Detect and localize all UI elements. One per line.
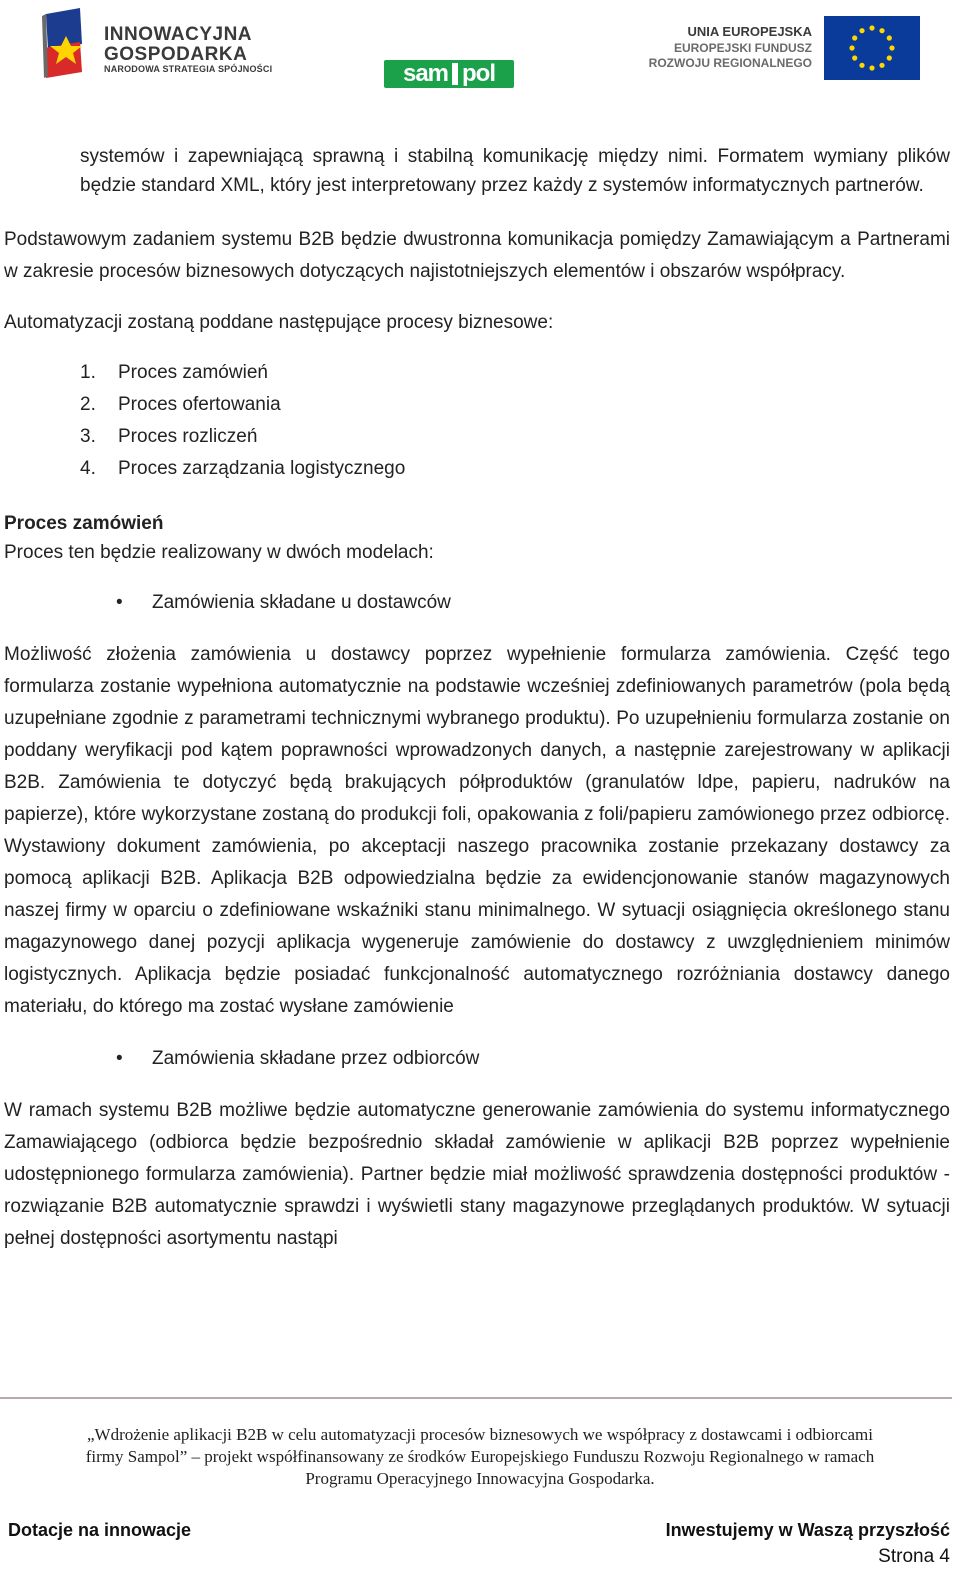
footer-note-line3: Programu Operacyjnego Innowacyjna Gospodarka. <box>305 1469 655 1488</box>
list-item <box>80 453 950 485</box>
document-body <box>4 142 950 1255</box>
bullet-item-text: Zamówienia składane u dostawców <box>152 592 451 613</box>
sampol-logo <box>384 60 514 88</box>
list-item <box>80 389 950 421</box>
paragraph-processes-intro: Automatyzacji zostaną poddane następujące procesy biznesowe: <box>4 312 554 333</box>
footer-right-slogan: Inwestujemy w Waszą przyszłość <box>665 1520 950 1540</box>
list-item-text: Proces ofertowania <box>118 394 281 415</box>
process-list <box>4 357 950 485</box>
list-item-text: Proces zarządzania logistycznego <box>118 458 406 479</box>
footer-project-note <box>10 1424 950 1490</box>
bullet-item-customers <box>4 1043 950 1075</box>
logo-text-line2: GOSPODARKA <box>104 44 248 65</box>
list-item-number: 3. <box>80 426 96 447</box>
footer-left-slogan: Dotacje na innowacje <box>8 1520 192 1540</box>
list-item-text: Proces zamówień <box>118 362 268 383</box>
eu-logo-line1: UNIA EUROPEJSKA <box>687 24 812 39</box>
sampol-logo-separator <box>452 63 458 85</box>
paragraph-supplier-orders: Możliwość złożenia zamówienia u dostawcy poprzez wypełnienie formularza zamówienia. Część tego formularza zostanie wypełniona automatycznie na podstawie wcześniej zdefiniowanych parametrów (pola będą uzupełniane zgodnie z parametrami technicznymi wybranego produktu). Po uzupełnieniu formularza zostanie on poddany weryfikacji pod kątem poprawności wprowadzonych danych, a następnie zarejestrowany w aplikacji B2B. Zamówienia te dotyczyć będą brakujących półproduktów (granulatów ldpe, papieru, nadruków na papierze), które wykorzystane zostaną do produkcji foli, opakowania z foli/papieru zamówionego przez odbiorcę. Wystawiony dokument zamówienia, po akceptacji naszego pracownika zostanie przekazany dostawcy za pomocą aplikacji B2B. Aplikacja B2B odpowiedzialna będzie za ewidencjonowanie stanów magazynowych naszej firmy w oparciu o zdefiniowane wskaźniki stanu minimalnego. W sytuacji osiągnięcia określonego stanu magazynowego danej pozycji aplikacja wygeneruje zamówienie do dostawcy z uwzględnieniem minimów logistycznych. Aplikacja będzie posiadać funkcjonalność automatycznego rozróżniania dostawcy danego materiału, do którego ma zostać wysłane zamówienie <box>4 644 950 1017</box>
eu-fund-logo <box>648 16 924 80</box>
footer-note-line2: firmy Sampol” – projekt współfinansowany ze środków Europejskiego Funduszu Rozwoju Regionalnego w ramach <box>85 1447 875 1466</box>
bullet-item-text: Zamówienia składane przez odbiorców <box>152 1048 480 1069</box>
footer-note-line1: „Wdrożenie aplikacji B2B w celu automatyzacji procesów biznesowych we współpracy z dostawcami i odbiorcami <box>87 1425 873 1444</box>
innowacyjna-gospodarka-logo <box>40 6 290 78</box>
logo-text-line3: NARODOWA STRATEGIA SPÓJNOŚCI <box>104 64 273 74</box>
section-heading: Proces zamówień <box>4 513 164 534</box>
list-item <box>80 357 950 389</box>
paragraph-customer-orders: W ramach systemu B2B możliwe będzie automatyczne generowanie zamówienia do systemu informatycznego Zamawiającego (odbiorca będzie bezpośrednio składał zamówienie w aplikacji B2B poprzez wypełnienie udostępnionego formularza zamówienia). Partner będzie miał możliwość sprawdzenia dostępności produktów - rozwiązanie B2B automatycznie sprawdzi i wyświetli stany magazynowe przeglądanych produktów. W sytuacji pełnej dostępności asortymentu nastąpi <box>4 1100 950 1249</box>
footer-divider <box>0 1397 952 1399</box>
sampol-logo-part2: pol <box>462 60 496 87</box>
innowacyjna-flag-icon <box>40 6 100 78</box>
paragraph-intro: systemów i zapewniającą sprawną i stabilną komunikację między nimi. Formatem wymiany plików będzie standard XML, który jest interpretowany przez każdy z systemów informatycznych partnerów. <box>80 146 950 196</box>
list-item-number: 1. <box>80 362 96 383</box>
list-item <box>80 421 950 453</box>
bullet-item-suppliers <box>4 587 950 619</box>
list-item-text: Proces rozliczeń <box>118 426 258 447</box>
list-item-number: 2. <box>80 394 96 415</box>
list-item-number: 4. <box>80 458 96 479</box>
eu-flag-icon <box>824 16 920 80</box>
page-number: Strona 4 <box>878 1546 950 1567</box>
paragraph-b2b-task: Podstawowym zadaniem systemu B2B będzie dwustronna komunikacja pomiędzy Zamawiającym a Partnerami w zakresie procesów biznesowych dotyczących najistotniejszych elementów i obszarów współpracy. <box>4 229 950 282</box>
paragraph-models: Proces ten będzie realizowany w dwóch modelach: <box>4 542 434 563</box>
logo-text-line1: INNOWACYJNA <box>104 24 253 45</box>
eu-logo-line3: ROZWOJU REGIONALNEGO <box>648 56 812 70</box>
sampol-logo-part1: sam <box>402 60 449 87</box>
eu-logo-line2: EUROPEJSKI FUNDUSZ <box>673 41 812 55</box>
